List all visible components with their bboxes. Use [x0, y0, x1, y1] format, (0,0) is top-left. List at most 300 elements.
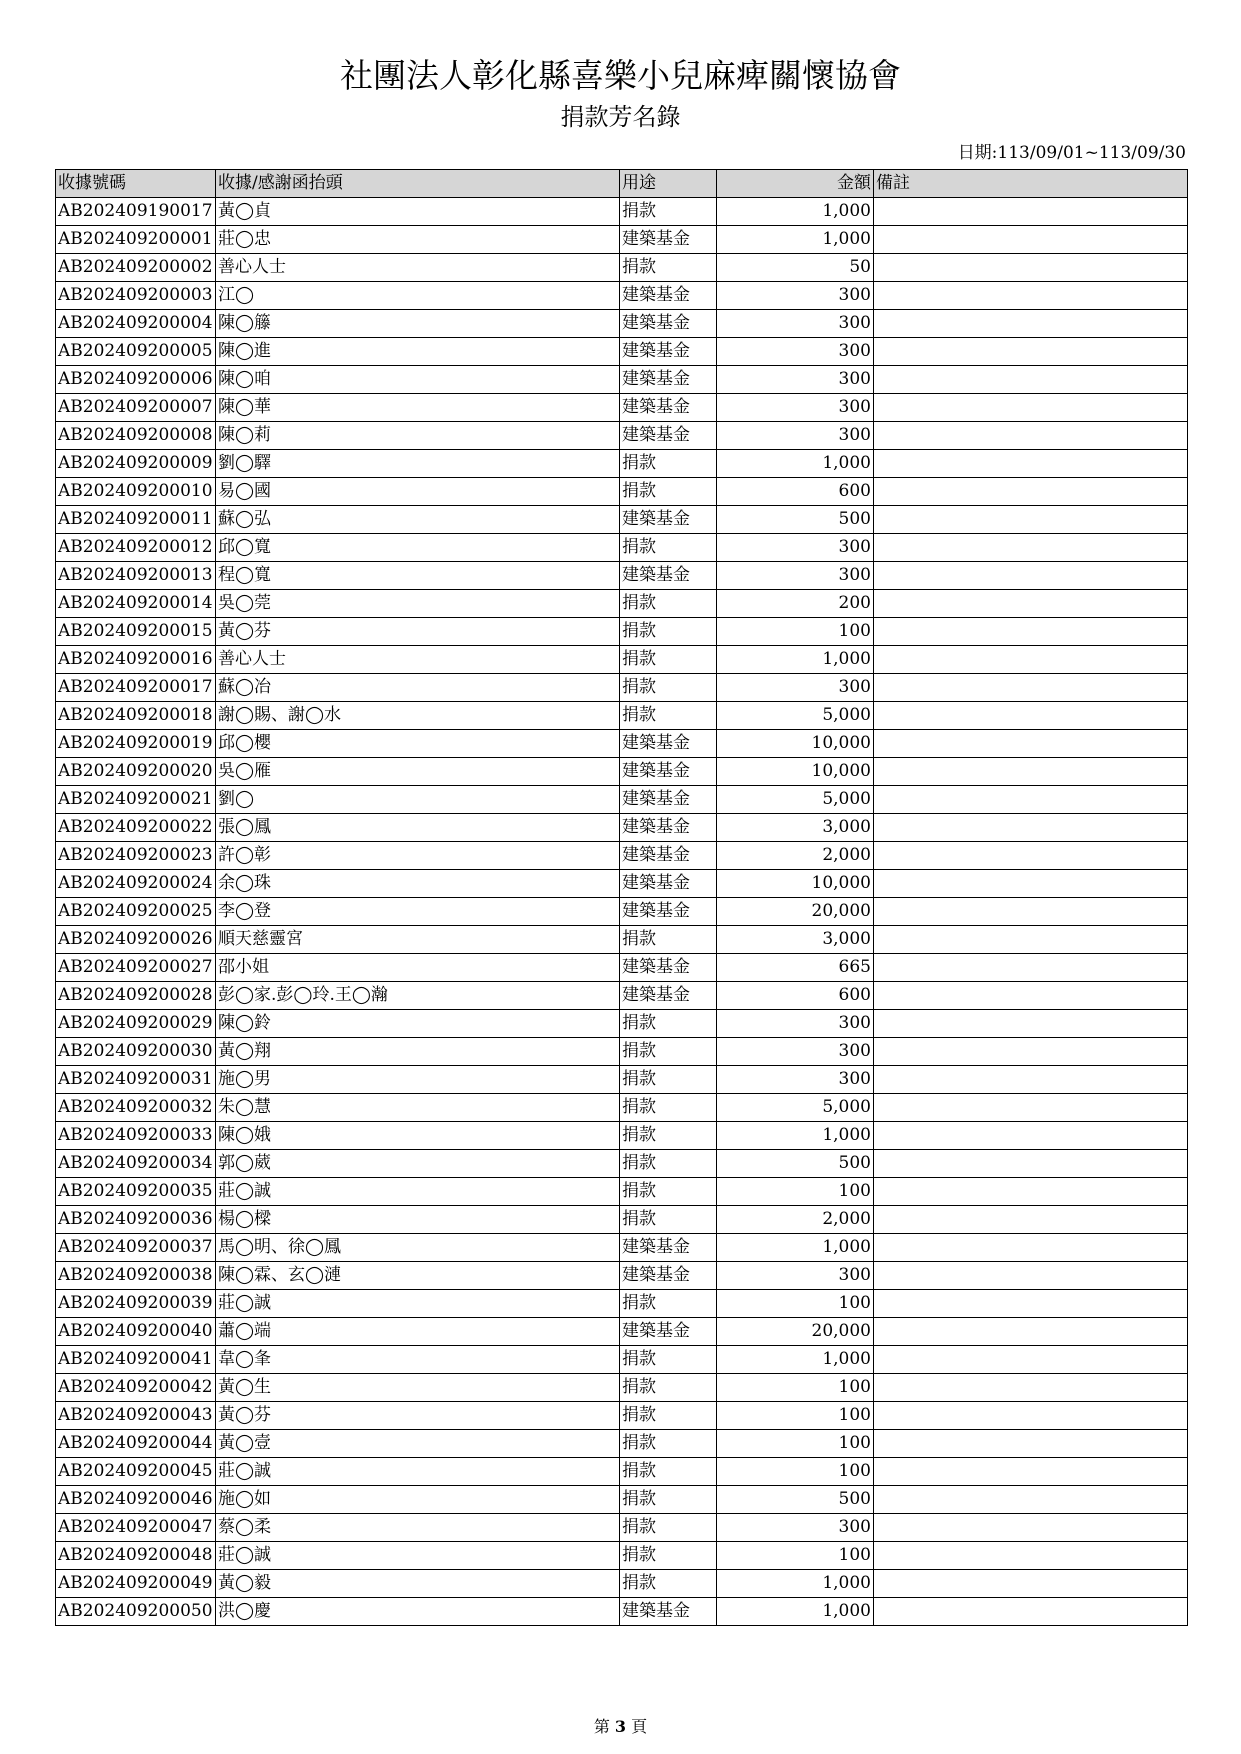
table-row [56, 842, 1188, 870]
cell-receipt-name: 黃◯貞 [216, 198, 620, 226]
cell-remarks [874, 814, 1188, 842]
cell-remarks [874, 1346, 1188, 1374]
cell-amount: 10,000 [717, 730, 874, 758]
table-row [56, 618, 1188, 646]
cell-remarks [874, 1514, 1188, 1542]
cell-receipt-name: 善心人士 [216, 646, 620, 674]
table-row [56, 394, 1188, 422]
cell-receipt-name: 邱◯櫻 [216, 730, 620, 758]
cell-receipt-name: 程◯寬 [216, 562, 620, 590]
cell-amount: 300 [717, 1010, 874, 1038]
cell-receipt-name: 蘇◯冶 [216, 674, 620, 702]
cell-remarks [874, 226, 1188, 254]
cell-purpose: 捐款 [620, 450, 717, 478]
cell-purpose: 建築基金 [620, 1318, 717, 1346]
cell-amount: 500 [717, 506, 874, 534]
cell-receipt-no: AB202409200041 [56, 1346, 216, 1374]
table-row [56, 1458, 1188, 1486]
page-number: 3 [614, 1717, 627, 1736]
cell-purpose: 捐款 [620, 534, 717, 562]
cell-purpose: 捐款 [620, 926, 717, 954]
cell-receipt-no: AB202409200042 [56, 1374, 216, 1402]
cell-amount: 300 [717, 366, 874, 394]
table-row [56, 366, 1188, 394]
cell-remarks [874, 1542, 1188, 1570]
cell-receipt-no: AB202409200027 [56, 954, 216, 982]
cell-amount: 300 [717, 1514, 874, 1542]
cell-purpose: 捐款 [620, 1486, 717, 1514]
cell-receipt-no: AB202409200039 [56, 1290, 216, 1318]
table-row [56, 1346, 1188, 1374]
cell-receipt-no: AB202409200022 [56, 814, 216, 842]
cell-receipt-name: 施◯如 [216, 1486, 620, 1514]
cell-purpose: 建築基金 [620, 786, 717, 814]
cell-receipt-name: 江◯ [216, 282, 620, 310]
table-row [56, 534, 1188, 562]
cell-receipt-no: AB202409200001 [56, 226, 216, 254]
cell-receipt-name: 彭◯家.彭◯玲.王◯瀚 [216, 982, 620, 1010]
cell-remarks [874, 982, 1188, 1010]
table-row [56, 1514, 1188, 1542]
cell-remarks [874, 338, 1188, 366]
cell-receipt-name: 蘇◯弘 [216, 506, 620, 534]
cell-receipt-no: AB202409200026 [56, 926, 216, 954]
cell-amount: 300 [717, 422, 874, 450]
cell-amount: 20,000 [717, 898, 874, 926]
cell-receipt-name: 黃◯翔 [216, 1038, 620, 1066]
cell-amount: 100 [717, 1430, 874, 1458]
table-row [56, 1402, 1188, 1430]
cell-purpose: 捐款 [620, 1346, 717, 1374]
cell-receipt-no: AB202409200043 [56, 1402, 216, 1430]
cell-remarks [874, 1318, 1188, 1346]
cell-purpose: 捐款 [620, 1542, 717, 1570]
cell-receipt-no: AB202409200003 [56, 282, 216, 310]
cell-purpose: 建築基金 [620, 562, 717, 590]
cell-amount: 100 [717, 1458, 874, 1486]
table-row [56, 1066, 1188, 1094]
table-row [56, 1150, 1188, 1178]
cell-purpose: 捐款 [620, 1206, 717, 1234]
table-row [56, 1206, 1188, 1234]
cell-receipt-no: AB202409200047 [56, 1514, 216, 1542]
cell-remarks [874, 590, 1188, 618]
cell-remarks [874, 1094, 1188, 1122]
table-row [56, 1374, 1188, 1402]
cell-remarks [874, 646, 1188, 674]
cell-receipt-name: 陳◯進 [216, 338, 620, 366]
cell-receipt-name: 蕭◯端 [216, 1318, 620, 1346]
cell-receipt-name: 張◯鳳 [216, 814, 620, 842]
cell-receipt-no: AB202409200014 [56, 590, 216, 618]
cell-remarks [874, 1486, 1188, 1514]
table-row [56, 226, 1188, 254]
table-row [56, 450, 1188, 478]
cell-receipt-name: 黃◯芬 [216, 618, 620, 646]
cell-receipt-name: 吳◯雁 [216, 758, 620, 786]
cell-receipt-name: 劉◯ [216, 786, 620, 814]
footer-suffix: 頁 [631, 1717, 648, 1736]
cell-remarks [874, 422, 1188, 450]
cell-receipt-no: AB202409190017 [56, 198, 216, 226]
cell-receipt-no: AB202409200034 [56, 1150, 216, 1178]
cell-receipt-name: 韋◯夆 [216, 1346, 620, 1374]
cell-amount: 10,000 [717, 758, 874, 786]
cell-purpose: 捐款 [620, 1514, 717, 1542]
cell-amount: 300 [717, 674, 874, 702]
cell-receipt-no: AB202409200048 [56, 1542, 216, 1570]
cell-amount: 2,000 [717, 1206, 874, 1234]
donor-table [55, 169, 1188, 1626]
cell-remarks [874, 450, 1188, 478]
cell-receipt-no: AB202409200035 [56, 1178, 216, 1206]
cell-purpose: 建築基金 [620, 954, 717, 982]
cell-receipt-no: AB202409200019 [56, 730, 216, 758]
cell-receipt-no: AB202409200013 [56, 562, 216, 590]
cell-remarks [874, 1010, 1188, 1038]
table-row [56, 254, 1188, 282]
cell-receipt-name: 洪◯慶 [216, 1598, 620, 1626]
cell-receipt-name: 陳◯咱 [216, 366, 620, 394]
document-subtitle: 捐款芳名錄 [560, 103, 681, 131]
cell-receipt-no: AB202409200002 [56, 254, 216, 282]
cell-receipt-no: AB202409200028 [56, 982, 216, 1010]
cell-remarks [874, 478, 1188, 506]
cell-receipt-no: AB202409200020 [56, 758, 216, 786]
cell-amount: 1,000 [717, 1346, 874, 1374]
cell-amount: 1,000 [717, 450, 874, 478]
cell-amount: 100 [717, 1178, 874, 1206]
cell-remarks [874, 1178, 1188, 1206]
cell-receipt-name: 陳◯娥 [216, 1122, 620, 1150]
cell-remarks [874, 394, 1188, 422]
cell-remarks [874, 1206, 1188, 1234]
cell-purpose: 建築基金 [620, 758, 717, 786]
cell-purpose: 建築基金 [620, 1234, 717, 1262]
cell-amount: 100 [717, 618, 874, 646]
cell-purpose: 建築基金 [620, 1598, 717, 1626]
cell-remarks [874, 1598, 1188, 1626]
cell-receipt-no: AB202409200050 [56, 1598, 216, 1626]
cell-receipt-name: 黃◯壹 [216, 1430, 620, 1458]
cell-purpose: 建築基金 [620, 870, 717, 898]
cell-amount: 5,000 [717, 786, 874, 814]
table-row [56, 1234, 1188, 1262]
cell-remarks [874, 1458, 1188, 1486]
cell-receipt-name: 黃◯芬 [216, 1402, 620, 1430]
table-row [56, 982, 1188, 1010]
table-row [56, 674, 1188, 702]
cell-purpose: 建築基金 [620, 394, 717, 422]
cell-purpose: 建築基金 [620, 898, 717, 926]
cell-receipt-no: AB202409200046 [56, 1486, 216, 1514]
cell-receipt-name: 邱◯寬 [216, 534, 620, 562]
cell-remarks [874, 702, 1188, 730]
cell-receipt-name: 莊◯誠 [216, 1178, 620, 1206]
date-range: 日期:113/09/01~113/09/30 [957, 143, 1186, 163]
cell-purpose: 捐款 [620, 1290, 717, 1318]
footer-prefix: 第 [593, 1717, 610, 1736]
cell-receipt-name: 謝◯賜、謝◯水 [216, 702, 620, 730]
cell-receipt-no: AB202409200030 [56, 1038, 216, 1066]
cell-remarks [874, 786, 1188, 814]
cell-purpose: 建築基金 [620, 338, 717, 366]
header-receipt-no: 收據號碼 [56, 170, 216, 198]
cell-purpose: 捐款 [620, 1038, 717, 1066]
cell-purpose: 捐款 [620, 590, 717, 618]
cell-purpose: 捐款 [620, 1178, 717, 1206]
cell-remarks [874, 730, 1188, 758]
table-row [56, 1290, 1188, 1318]
page-footer [0, 1717, 1241, 1737]
cell-remarks [874, 254, 1188, 282]
cell-amount: 100 [717, 1542, 874, 1570]
cell-remarks [874, 1430, 1188, 1458]
cell-amount: 100 [717, 1374, 874, 1402]
cell-amount: 20,000 [717, 1318, 874, 1346]
table-row [56, 758, 1188, 786]
table-row [56, 1094, 1188, 1122]
header-remarks: 備註 [874, 170, 1188, 198]
cell-receipt-no: AB202409200044 [56, 1430, 216, 1458]
table-row [56, 646, 1188, 674]
cell-amount: 2,000 [717, 842, 874, 870]
cell-remarks [874, 310, 1188, 338]
cell-amount: 3,000 [717, 926, 874, 954]
cell-receipt-no: AB202409200023 [56, 842, 216, 870]
table-row [56, 1010, 1188, 1038]
table-row [56, 422, 1188, 450]
table-body [56, 198, 1188, 1626]
cell-remarks [874, 506, 1188, 534]
cell-amount: 300 [717, 1066, 874, 1094]
table-row [56, 1122, 1188, 1150]
header-purpose: 用途 [620, 170, 717, 198]
cell-remarks [874, 534, 1188, 562]
cell-receipt-no: AB202409200009 [56, 450, 216, 478]
cell-purpose: 捐款 [620, 1122, 717, 1150]
table-row [56, 1570, 1188, 1598]
cell-receipt-name: 陳◯鈴 [216, 1010, 620, 1038]
cell-amount: 1,000 [717, 198, 874, 226]
table-row [56, 1598, 1188, 1626]
cell-amount: 665 [717, 954, 874, 982]
cell-purpose: 捐款 [620, 618, 717, 646]
cell-amount: 10,000 [717, 870, 874, 898]
cell-amount: 200 [717, 590, 874, 618]
cell-receipt-name: 易◯國 [216, 478, 620, 506]
cell-amount: 5,000 [717, 1094, 874, 1122]
cell-receipt-no: AB202409200011 [56, 506, 216, 534]
cell-purpose: 捐款 [620, 1066, 717, 1094]
cell-remarks [874, 926, 1188, 954]
table-row [56, 926, 1188, 954]
table-row [56, 198, 1188, 226]
cell-receipt-name: 善心人士 [216, 254, 620, 282]
cell-remarks [874, 1234, 1188, 1262]
cell-purpose: 捐款 [620, 198, 717, 226]
cell-receipt-name: 李◯登 [216, 898, 620, 926]
cell-remarks [874, 282, 1188, 310]
table-row [56, 1038, 1188, 1066]
document-title: 社團法人彰化縣喜樂小兒麻痺關懷協會 [340, 56, 901, 95]
cell-purpose: 建築基金 [620, 730, 717, 758]
cell-purpose: 建築基金 [620, 226, 717, 254]
table-row [56, 1318, 1188, 1346]
cell-receipt-name: 余◯珠 [216, 870, 620, 898]
table-row [56, 1262, 1188, 1290]
cell-remarks [874, 1066, 1188, 1094]
cell-receipt-no: AB202409200025 [56, 898, 216, 926]
cell-purpose: 建築基金 [620, 282, 717, 310]
cell-receipt-name: 施◯男 [216, 1066, 620, 1094]
cell-receipt-no: AB202409200016 [56, 646, 216, 674]
cell-receipt-name: 莊◯誠 [216, 1458, 620, 1486]
table-row [56, 562, 1188, 590]
cell-remarks [874, 1262, 1188, 1290]
cell-purpose: 捐款 [620, 1150, 717, 1178]
cell-remarks [874, 562, 1188, 590]
cell-amount: 100 [717, 1290, 874, 1318]
table-row [56, 870, 1188, 898]
cell-purpose: 捐款 [620, 702, 717, 730]
cell-amount: 3,000 [717, 814, 874, 842]
cell-purpose: 建築基金 [620, 366, 717, 394]
cell-purpose: 捐款 [620, 1094, 717, 1122]
cell-amount: 50 [717, 254, 874, 282]
cell-receipt-name: 順天慈靈宮 [216, 926, 620, 954]
cell-amount: 1,000 [717, 1234, 874, 1262]
header-receipt-name: 收據/感謝函抬頭 [216, 170, 620, 198]
cell-amount: 1,000 [717, 646, 874, 674]
cell-receipt-name: 劉◯驛 [216, 450, 620, 478]
cell-purpose: 建築基金 [620, 814, 717, 842]
cell-remarks [874, 1038, 1188, 1066]
cell-remarks [874, 1150, 1188, 1178]
cell-remarks [874, 1570, 1188, 1598]
table-row [56, 590, 1188, 618]
cell-remarks [874, 898, 1188, 926]
cell-amount: 300 [717, 1262, 874, 1290]
cell-remarks [874, 1122, 1188, 1150]
cell-purpose: 捐款 [620, 674, 717, 702]
cell-receipt-no: AB202409200031 [56, 1066, 216, 1094]
table-header-row [56, 170, 1188, 198]
cell-purpose: 捐款 [620, 1570, 717, 1598]
cell-receipt-name: 吳◯莞 [216, 590, 620, 618]
cell-receipt-name: 郭◯葳 [216, 1150, 620, 1178]
cell-purpose: 建築基金 [620, 842, 717, 870]
cell-receipt-name: 莊◯誠 [216, 1290, 620, 1318]
cell-receipt-name: 楊◯樑 [216, 1206, 620, 1234]
cell-receipt-name: 莊◯忠 [216, 226, 620, 254]
cell-receipt-name: 陳◯籐 [216, 310, 620, 338]
cell-receipt-name: 黃◯生 [216, 1374, 620, 1402]
cell-receipt-no: AB202409200010 [56, 478, 216, 506]
cell-purpose: 捐款 [620, 1430, 717, 1458]
table-row [56, 954, 1188, 982]
cell-receipt-name: 許◯彰 [216, 842, 620, 870]
cell-purpose: 建築基金 [620, 982, 717, 1010]
cell-remarks [874, 1290, 1188, 1318]
cell-remarks [874, 618, 1188, 646]
cell-amount: 100 [717, 1402, 874, 1430]
cell-purpose: 捐款 [620, 1010, 717, 1038]
header-amount: 金額 [717, 170, 874, 198]
cell-remarks [874, 674, 1188, 702]
cell-purpose: 捐款 [620, 1374, 717, 1402]
cell-receipt-no: AB202409200021 [56, 786, 216, 814]
cell-receipt-no: AB202409200012 [56, 534, 216, 562]
cell-receipt-name: 馬◯明、徐◯鳳 [216, 1234, 620, 1262]
cell-purpose: 建築基金 [620, 310, 717, 338]
cell-receipt-no: AB202409200040 [56, 1318, 216, 1346]
cell-amount: 5,000 [717, 702, 874, 730]
cell-remarks [874, 1374, 1188, 1402]
cell-remarks [874, 758, 1188, 786]
cell-purpose: 捐款 [620, 478, 717, 506]
table-row [56, 478, 1188, 506]
table-row [56, 898, 1188, 926]
cell-receipt-no: AB202409200006 [56, 366, 216, 394]
cell-purpose: 捐款 [620, 1458, 717, 1486]
cell-purpose: 建築基金 [620, 422, 717, 450]
table-row [56, 730, 1188, 758]
cell-receipt-no: AB202409200038 [56, 1262, 216, 1290]
cell-receipt-no: AB202409200033 [56, 1122, 216, 1150]
cell-receipt-no: AB202409200049 [56, 1570, 216, 1598]
cell-remarks [874, 1402, 1188, 1430]
cell-amount: 300 [717, 394, 874, 422]
cell-amount: 500 [717, 1150, 874, 1178]
table-row [56, 282, 1188, 310]
cell-remarks [874, 870, 1188, 898]
cell-amount: 300 [717, 282, 874, 310]
table-row [56, 338, 1188, 366]
cell-amount: 1,000 [717, 1598, 874, 1626]
cell-receipt-no: AB202409200007 [56, 394, 216, 422]
cell-receipt-no: AB202409200036 [56, 1206, 216, 1234]
cell-receipt-no: AB202409200029 [56, 1010, 216, 1038]
cell-receipt-name: 黃◯毅 [216, 1570, 620, 1598]
table-row [56, 310, 1188, 338]
table-row [56, 1486, 1188, 1514]
cell-remarks [874, 954, 1188, 982]
cell-receipt-name: 陳◯莉 [216, 422, 620, 450]
cell-receipt-name: 朱◯慧 [216, 1094, 620, 1122]
cell-receipt-name: 蔡◯柔 [216, 1514, 620, 1542]
cell-amount: 300 [717, 1038, 874, 1066]
cell-purpose: 捐款 [620, 646, 717, 674]
table-row [56, 1430, 1188, 1458]
cell-amount: 1,000 [717, 226, 874, 254]
cell-amount: 600 [717, 982, 874, 1010]
cell-remarks [874, 198, 1188, 226]
cell-receipt-name: 陳◯華 [216, 394, 620, 422]
cell-receipt-no: AB202409200032 [56, 1094, 216, 1122]
table-row [56, 1178, 1188, 1206]
cell-receipt-no: AB202409200005 [56, 338, 216, 366]
cell-amount: 300 [717, 534, 874, 562]
table-row [56, 786, 1188, 814]
cell-receipt-no: AB202409200024 [56, 870, 216, 898]
cell-purpose: 建築基金 [620, 506, 717, 534]
cell-amount: 500 [717, 1486, 874, 1514]
cell-remarks [874, 366, 1188, 394]
cell-receipt-name: 莊◯誠 [216, 1542, 620, 1570]
cell-amount: 300 [717, 310, 874, 338]
cell-receipt-no: AB202409200004 [56, 310, 216, 338]
